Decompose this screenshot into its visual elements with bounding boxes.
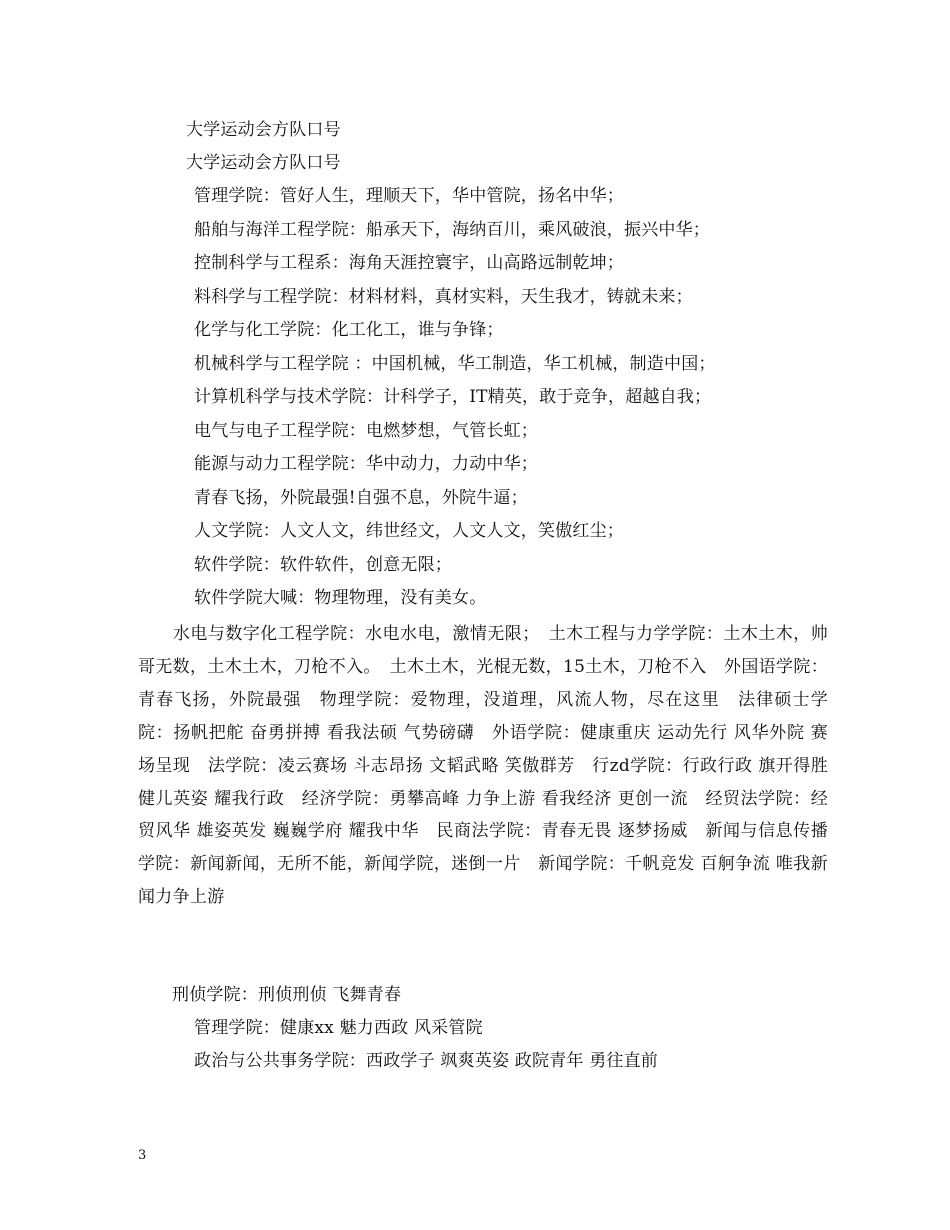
slogan-line: 能源与动力工程学院：华中动力，力动中华； (194, 454, 538, 474)
slogan-line: 软件学院大喊：物理物理，没有美女。 (194, 588, 487, 608)
slogan-line: 化学与化工学院：化工化工，谁与争锋； (194, 320, 504, 340)
slogan-line: 管理学院：管好人生，理顺天下，华中管院，扬名中华； (194, 186, 624, 206)
slogan-paragraph: 水电与数字化工程学院：水电水电，激情无限； 土木工程与力学学院：土木土木，帅哥无数，土木土木，刀枪不入。 土木土木，光棍无数，15土木，刀枪不入 外国语学院：青春飞扬，外院最强 物理学院：爱物理，没道理，风流人物，尽在这里 法律硕士学院：扬帆把舵 奋勇拼搏 看我法硕 气势磅礴 外语学院：健康重庆 运动先行 风华外院 赛场呈现 法学院：凌云赛场 斗志昂扬 文韬武略 笑傲群芳 行zd学院：行政行政 旗开得胜 健儿英姿 耀我行政 经济学院：勇攀高峰 力争上游 看我经济 更创一流 经贸法学院：经贸风华 雄姿英发 巍巍学府 耀我中华 民商法学院：青春无畏 逐梦扬威 新闻与信息传播学院：新闻新闻，无所不能，新闻学院，迷倒一片 新闻学院：千帆竞发 百舸争流 唯我新闻力争上游 (138, 624, 828, 908)
document-heading: 大学运动会方队口号 (186, 153, 341, 173)
slogan-line: 软件学院：软件软件，创意无限； (194, 555, 452, 575)
slogan-line: 料科学与工程学院：材料材料，真材实料，天生我才，铸就未来； (194, 287, 693, 307)
slogan-line: 青春飞扬，外院最强!自强不息，外院牛逼； (194, 488, 528, 508)
slogan-line: 管理学院：健康xx 魅力西政 风采管院 (194, 1018, 483, 1038)
slogan-line: 船舶与海洋工程学院：船承天下，海纳百川，乘风破浪，振兴中华； (194, 220, 710, 240)
slogan-line: 政治与公共事务学院：西政学子 飒爽英姿 政院青年 勇往直前 (194, 1051, 659, 1071)
page-number: 3 (138, 1148, 147, 1163)
slogan-line: 控制科学与工程系：海角天涯控寰宇，山高路远制乾坤； (194, 253, 624, 273)
slogan-line: 刑侦学院：刑侦刑侦 飞舞青春 (172, 985, 402, 1005)
slogan-line: 电气与电子工程学院：电燃梦想，气管长虹； (194, 421, 538, 441)
document-title: 大学运动会方队口号 (186, 120, 341, 140)
slogan-line: 人文学院：人文人文，纬世经文，人文人文，笑傲红尘； (194, 521, 624, 541)
slogan-line: 计算机科学与技术学院：计科学子，IT精英，敢于竞争，超越自我； (194, 387, 712, 407)
slogan-line: 机械科学与工程学院 ：中国机械，华工制造，华工机械，制造中国； (194, 354, 716, 374)
